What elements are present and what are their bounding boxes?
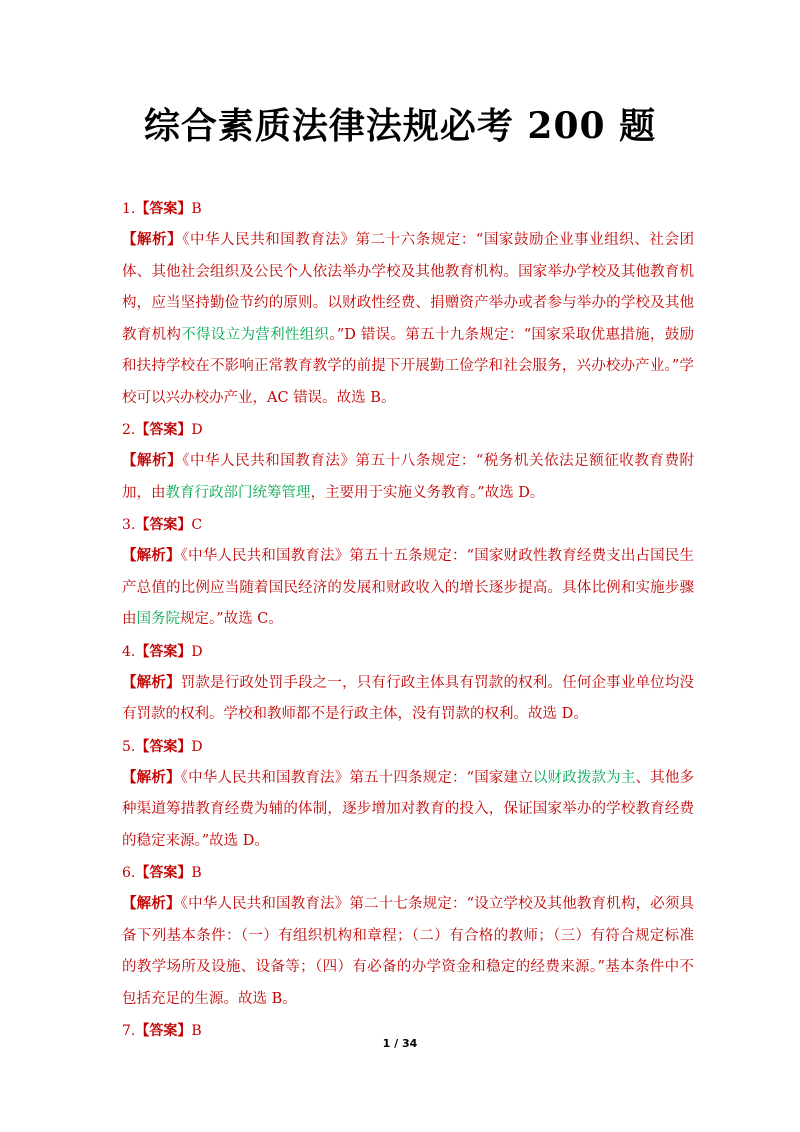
explanation-text: 《中华人民共和国教育法》第五十八条规定：“税务机关依法足额征收教育费附加，由 [122,453,694,501]
answer-value: D [191,422,203,438]
explanation-2 [122,445,694,509]
question-number: 7. [122,1023,136,1039]
answer-line-3 [122,510,694,540]
answer-line-4 [122,637,694,667]
explanation-text: 《中华人民共和国教育法》第二十七条规定：“设立学校及其他教育机构，必须具备下列基本条件：（一）有组织机构和章程；（二）有合格的教师；（三）有符合规定标准的教学场所及设施、设备等；（四）有必备的办学资金和稳定的经费来源。”基本条件中不包括充足的生源。故选 B。 [122,896,694,1007]
answer-tag: 【答案】 [135,422,192,438]
answer-line-2 [122,415,694,445]
answer-line-6 [122,858,694,888]
page-title: 综合素质法律法规必考 200 题 [143,105,657,147]
explanation-text: 《中华人民共和国教育法》第五十五条规定：“国家财政性教育经费支出占国民生产总值的比例应当随着国民经济的发展和财政收入的增长逐步提高。具体比例和实施步骤由 [122,548,694,627]
answer-value: B [191,201,202,217]
answer-tag: 【答案】 [135,643,192,660]
answer-value: D [191,738,203,755]
question-number: 5. [122,738,136,755]
explanation-text: 罚款是行政处罚手段之一，只有行政主体具有罚款的权利。任何企事业单位均没有罚款的权利。学校和教师都不是行政主体，没有罚款的权利。故选 D。 [122,674,695,722]
highlight-text: 不得设立为营利性组织 [181,326,330,343]
answer-value: D [191,643,203,660]
explanation-text: 规定。”故选 C。 [180,611,283,627]
explanation-1 [122,224,694,414]
explanation-label: 【解析】 [122,231,183,248]
answer-line-5 [122,732,694,762]
answer-value: B [191,1023,202,1039]
explanation-label: 【解析】 [122,547,181,564]
explanation-label: 【解析】 [122,673,181,691]
explanation-text: 《中华人民共和国教育法》第二十六条规定：“国家鼓励企业事业组织、社会团体、其他社会组织及公民个人依法举办学校及其他教育机构。国家举办学校及其他教育机构，应当坚持勤俭节约的原则。以财政性经费、捐赠资产举办或者参与举办的学校及其他教育机构 [122,232,694,343]
explanation-6 [122,888,694,1015]
answer-tag: 【答案】 [135,517,192,533]
question-list [122,194,694,1046]
explanation-label: 【解析】 [122,895,181,912]
answer-tag: 【答案】 [135,865,192,881]
highlight-text: 以财政拨款为主 [532,769,636,786]
answer-value: C [191,517,203,533]
explanation-label: 【解析】 [122,768,181,786]
answer-tag: 【答案】 [135,1023,192,1039]
explanation-5 [122,762,694,858]
highlight-text: 国务院 [136,611,180,627]
question-number: 1. [122,201,136,217]
explanation-3 [122,540,694,636]
explanation-label: 【解析】 [122,452,183,469]
explanation-text: 、其他多种渠道筹措教育经费为辅的体制，逐步增加对教育的投入，保证国家举办的学校教育经费的稳定来源。”故选 D。 [122,769,695,849]
explanation-text: ，主要用于实施义务教育。”故选 D。 [310,484,545,501]
answer-line-1 [122,194,694,224]
explanation-4 [122,667,694,731]
highlight-text: 教育行政部门统筹管理 [165,484,311,501]
answer-value: B [191,865,202,881]
question-number: 2. [122,422,136,438]
page-number: 1 / 34 [382,1037,418,1050]
explanation-text: 。”D 错误。第五十九条规定：“国家采取优惠措施，鼓励和扶持学校在不影响正常教育教学的前提下开展勤工俭学和社会服务，兴办校办产业。”学校可以兴办校办产业，AC 错误。故选 B。 [122,326,695,406]
answer-tag: 【答案】 [135,738,192,755]
question-number: 6. [122,865,136,881]
question-number: 3. [122,517,136,533]
answer-tag: 【答案】 [135,201,192,217]
explanation-text: 《中华人民共和国教育法》第五十四条规定：“国家建立 [180,769,533,786]
question-number: 4. [122,643,136,660]
